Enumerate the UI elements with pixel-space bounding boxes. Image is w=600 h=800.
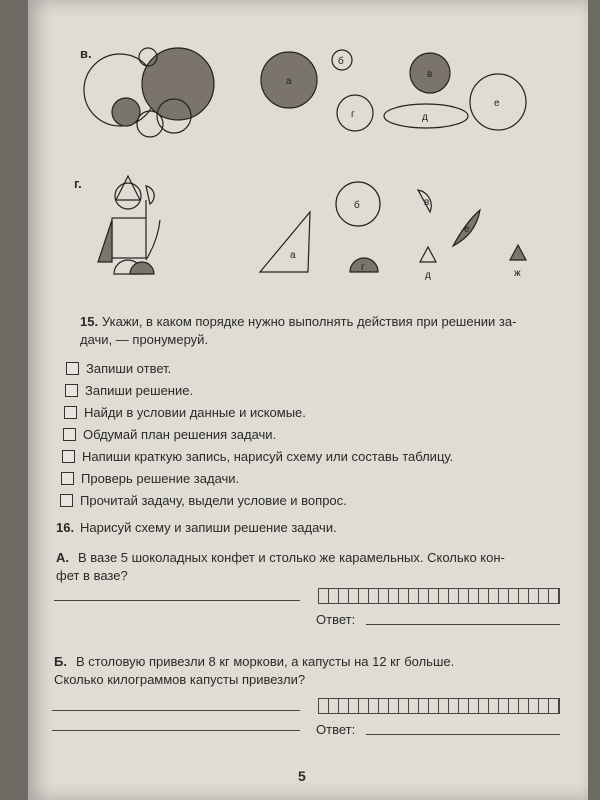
task15-number: 15. bbox=[80, 314, 99, 329]
scheme-line-b[interactable] bbox=[52, 710, 300, 711]
solution-grid-b[interactable] bbox=[318, 698, 560, 714]
order-checkbox[interactable] bbox=[64, 406, 77, 419]
step-text: Проверь решение задачи. bbox=[81, 471, 240, 486]
shape-label: а bbox=[286, 76, 292, 87]
task16-number: 16. bbox=[56, 520, 75, 535]
scheme-line-a[interactable] bbox=[54, 600, 300, 601]
problem-b-line1: В столовую привезли 8 кг моркови, а капусты на 12 кг больше. bbox=[76, 654, 455, 669]
shape-label: б bbox=[338, 56, 344, 67]
shape-label: в bbox=[427, 69, 433, 80]
answer-line-a[interactable] bbox=[366, 624, 560, 625]
order-checkbox[interactable] bbox=[61, 472, 74, 485]
shape-label: д bbox=[425, 270, 431, 281]
shape-label: г bbox=[361, 262, 365, 273]
shape-label: е bbox=[494, 98, 500, 109]
answer-line-b[interactable] bbox=[366, 734, 560, 735]
shape-label: е bbox=[464, 224, 470, 235]
answer-label-b: Ответ: bbox=[316, 722, 356, 737]
step-text: Обдумай план решения задачи. bbox=[83, 427, 277, 442]
order-checkbox[interactable] bbox=[65, 384, 78, 397]
order-checkbox[interactable] bbox=[62, 450, 75, 463]
figure-g-label: г. bbox=[74, 176, 82, 191]
problem-a-line2: фет в вазе? bbox=[56, 568, 128, 583]
problem-b-label: Б. bbox=[54, 654, 67, 669]
shape-label: ж bbox=[514, 268, 521, 279]
problem-a-label: А. bbox=[56, 550, 69, 565]
task16-title: Нарисуй схему и запиши решение задачи. bbox=[80, 520, 337, 535]
shape-label: б bbox=[354, 200, 360, 211]
order-checkbox[interactable] bbox=[66, 362, 79, 375]
step-text: Найди в условии данные и искомые. bbox=[84, 405, 306, 420]
scheme-line-b2[interactable] bbox=[52, 730, 300, 731]
shape-label: а bbox=[290, 250, 296, 261]
order-checkbox[interactable] bbox=[63, 428, 76, 441]
order-checkbox[interactable] bbox=[60, 494, 73, 507]
shape-label: д bbox=[422, 112, 428, 123]
task15-question-line2: дачи, — пронумеруй. bbox=[80, 332, 209, 347]
page-number: 5 bbox=[298, 768, 306, 784]
solution-grid-a[interactable] bbox=[318, 588, 560, 604]
step-text: Прочитай задачу, выдели условие и вопрос. bbox=[80, 493, 347, 508]
step-text: Напиши краткую запись, нарисуй схему или составь таблицу. bbox=[82, 449, 454, 464]
step-text: Запиши ответ. bbox=[86, 361, 172, 376]
figure-v-label: в. bbox=[80, 46, 92, 61]
problem-b-line2: Сколько килограммов капусты привезли? bbox=[54, 672, 306, 687]
shape-label: в bbox=[424, 197, 430, 208]
step-text: Запиши решение. bbox=[85, 383, 194, 398]
problem-a-line1: В вазе 5 шоколадных конфет и столько же карамельных. Сколько кон- bbox=[78, 550, 505, 565]
task15-question-line1: Укажи, в каком порядке нужно выполнять действия при решении за- bbox=[102, 314, 517, 329]
answer-label-a: Ответ: bbox=[316, 612, 356, 627]
shape-label: г bbox=[351, 109, 355, 120]
workbook-page bbox=[28, 0, 588, 800]
